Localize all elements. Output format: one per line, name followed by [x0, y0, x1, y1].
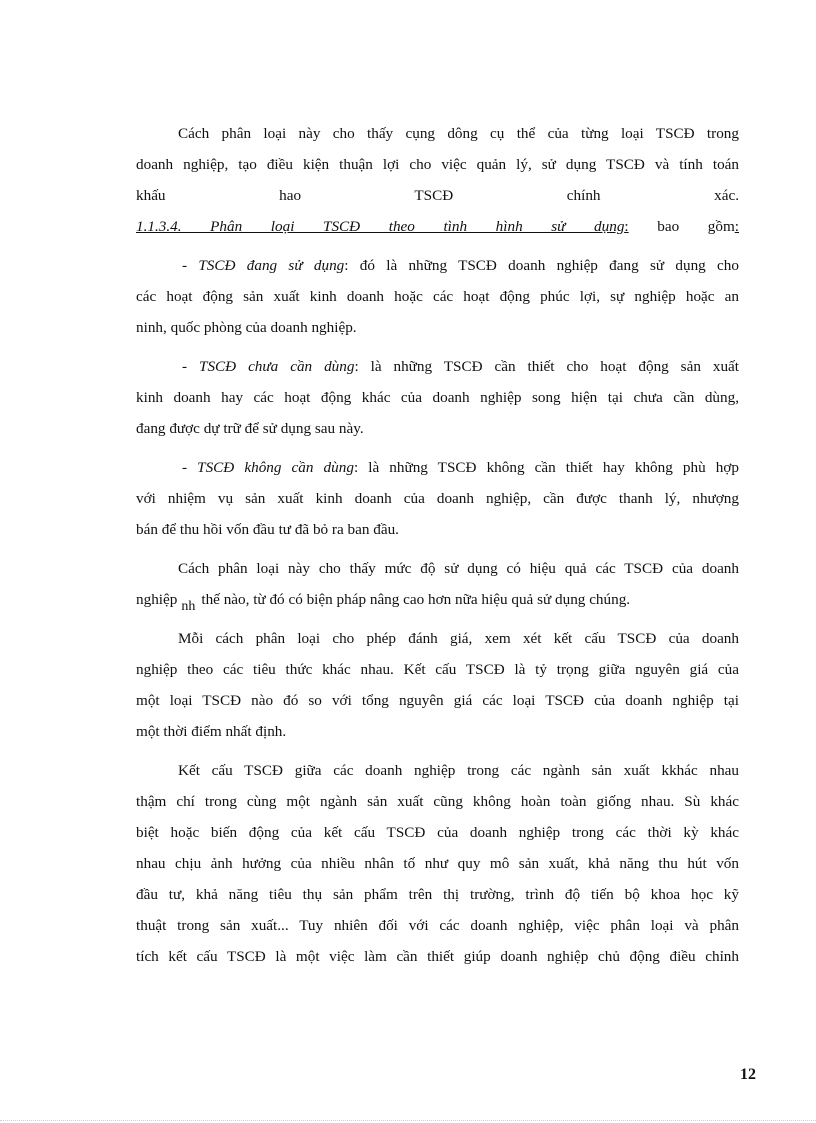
- item-3-line-1: [136, 452, 739, 483]
- paragraph-1-line-1: Cách phân loại này cho thấy cụng dông cụ thể của từng loại TSCĐ trong: [178, 125, 739, 142]
- item-2-line-1-rest: : là những TSCĐ cần thiết cho hoạt động sản xuất: [354, 358, 740, 375]
- paragraph-3-line-4: một thời điểm nhất định.: [136, 723, 287, 740]
- item-1-line-2: các hoạt động sản xuất kinh doanh hoặc các hoạt động phúc lợi, sự nghiệp hoặc an: [136, 288, 739, 305]
- item-1-line-1-rest: : đó là những TSCĐ doanh nghiệp đang sử dụng cho: [344, 257, 739, 274]
- paragraph-4-line-2: thậm chí trong cùng một ngành sản xuất cũng không hoàn toàn giống nhau. Sù khác: [136, 793, 739, 810]
- item-3-term: TSCĐ không cần dùng: [197, 459, 354, 476]
- item-2-term: TSCĐ chưa cần dùng: [199, 358, 355, 375]
- paragraph-1-line-3: khấu hao TSCĐ chính xác.: [136, 187, 739, 204]
- item-2-prefix: -: [182, 358, 199, 375]
- paragraph-4-line-5: đầu tư, khả năng tiêu thụ sản phẩm trên thị trường, trình độ tiến bộ khoa học kỹ: [136, 886, 739, 903]
- paragraph-3-line-2: nghiệp theo các tiêu thức khác nhau. Kết cấu TSCĐ là tỷ trọng giữa nguyên giá của: [136, 661, 739, 678]
- item-2-line-3: đang được dự trữ để sử dụng sau này.: [136, 420, 364, 437]
- section-heading-title: 1.1.3.4. Phân loại TSCĐ theo tình hình sử dụng: [136, 218, 625, 235]
- paragraph-4-line-7: tích kết cấu TSCĐ là một việc làm cần thiết giúp doanh nghiệp chủ động điều chỉnh: [136, 948, 739, 965]
- page-bottom-divider: [0, 1120, 816, 1121]
- item-1-line-1: [136, 250, 739, 281]
- item-3-line-2: với nhiệm vụ sản xuất kinh doanh của doanh nghiệp, cần được thanh lý, nhượng: [136, 490, 739, 507]
- paragraph-1-line-2: doanh nghiệp, tạo điều kiện thuận lợi cho việc quản lý, sử dụng TSCĐ và tính toán: [136, 156, 739, 173]
- item-3-line-3: bán để thu hồi vốn đầu tư đã bỏ ra ban đầu.: [136, 521, 399, 538]
- paragraph-4-line-3: biệt hoặc biến động của kết cấu TSCĐ của doanh nghiệp trong các thời kỳ khác: [136, 824, 739, 841]
- item-2-line-1: [136, 351, 739, 382]
- paragraph-2-line-2-end: thế nào, từ đó có biện pháp nâng cao hơn nữa hiệu quả sử dụng chúng.: [201, 591, 631, 608]
- item-3-line-1-rest: : là những TSCĐ không cần thiết hay không phù hợp: [353, 459, 739, 476]
- page-body: [136, 118, 739, 972]
- item-1-prefix: -: [182, 257, 199, 274]
- paragraph-2-line-2: [136, 584, 739, 615]
- item-2-line-2: kinh doanh hay các hoạt động khác của doanh nghiệp song hiện tại chưa cần dùng,: [136, 389, 739, 406]
- item-1-line-3: ninh, quốc phòng của doanh nghiệp.: [136, 319, 357, 336]
- paragraph-2-line-1: Cách phân loại này cho thấy mức độ sử dụng có hiệu quả các TSCĐ của doanh: [178, 560, 739, 577]
- paragraph-2-subscript-fragment: nh: [181, 599, 196, 614]
- paragraph-4-line-4: nhau chịu ảnh hưởng của nhiều nhân tố như quy mô sản xuất, khả năng thu hút vốn: [136, 855, 739, 872]
- section-heading-colon: :: [624, 218, 629, 235]
- section-heading-rest: bao gồm: [628, 218, 735, 235]
- paragraph-4-line-1: Kết cấu TSCĐ giữa các doanh nghiệp trong các ngành sản xuất kkhác nhau: [178, 762, 739, 779]
- page-number: 12: [740, 1066, 756, 1083]
- paragraph-3-line-3: một loại TSCĐ nào đó so với tổng nguyên giá các loại TSCĐ của doanh nghiệp tại: [136, 692, 739, 709]
- item-1-term: TSCĐ đang sử dụng: [198, 257, 345, 274]
- paragraph-4-line-6: thuật trong sản xuất... Tuy nhiên đối với các doanh nghiệp, việc phân loại và phân: [136, 917, 739, 934]
- paragraph-2-line-2-start: nghiệp: [136, 591, 178, 608]
- section-heading-colon-end: :: [734, 218, 739, 235]
- item-3-prefix: -: [182, 459, 198, 476]
- paragraph-3-line-1: Mỗi cách phân loại cho phép đánh giá, xem xét kết cấu TSCĐ của doanh: [178, 630, 739, 647]
- section-heading: [136, 211, 739, 242]
